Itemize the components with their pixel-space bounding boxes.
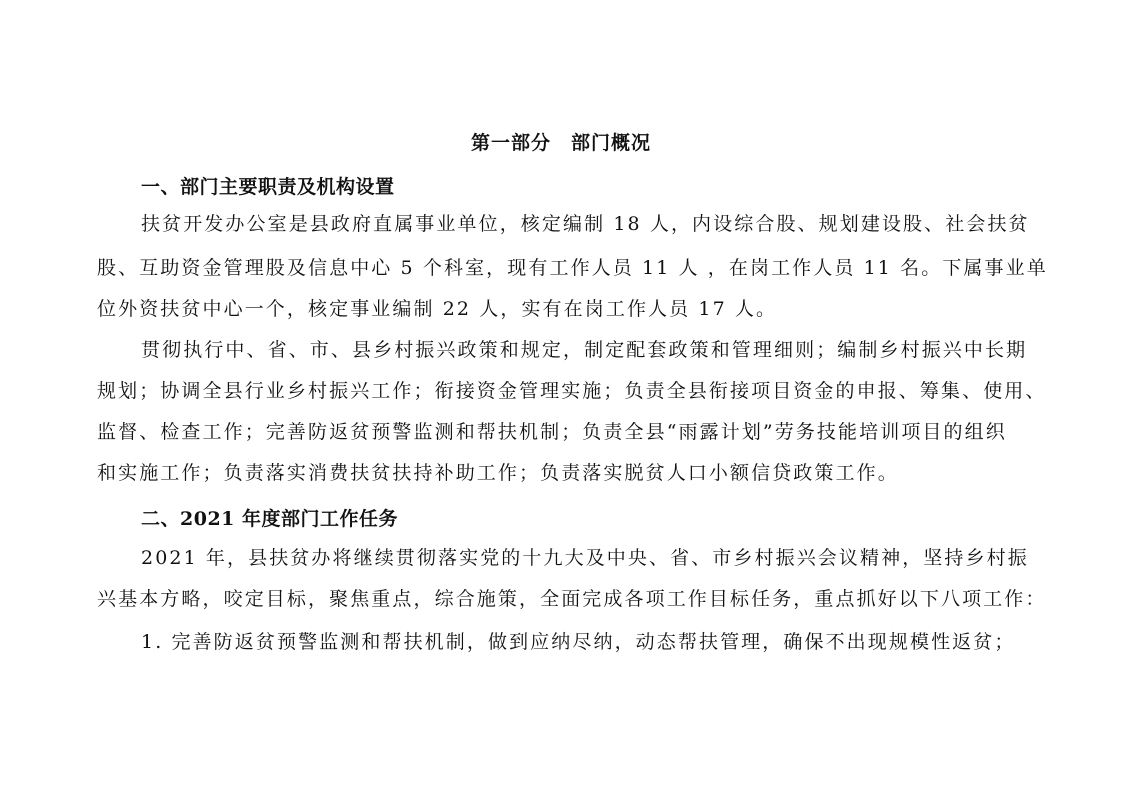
paragraph-line: 股、互助资金管理股及信息中心 5 个科室，现有工作人员 11 人 ，在岗工作人员 11 名。下属事业单 xyxy=(97,257,1048,279)
paragraph-line: 监督、检查工作；完善防返贫预警监测和帮扶机制；负责全县“雨露计划”劳务技能培训项目的组织 xyxy=(97,421,1007,443)
page-title: 第一部分 部门概况 xyxy=(470,132,651,154)
section-heading-1: 一、部门主要职责及机构设置 xyxy=(141,176,395,198)
section-heading-2: 二、2021 年度部门工作任务 xyxy=(141,508,398,530)
paragraph-line: 位外资扶贫中心一个，核定事业编制 22 人，实有在岗工作人员 17 人。 xyxy=(97,298,778,320)
paragraph-line: 规划；协调全县行业乡村振兴工作；衔接资金管理实施；负责全县衔接项目资金的申报、筹集、使用、 xyxy=(97,380,1047,402)
paragraph-line: 兴基本方略，咬定目标，聚焦重点，综合施策，全面完成各项工作目标任务，重点抓好以下八项工作： xyxy=(97,588,1047,610)
paragraph-line: 和实施工作；负责落实消费扶贫扶持补助工作；负责落实脱贫人口小额信贷政策工作。 xyxy=(97,462,899,484)
paragraph-line: 扶贫开发办公室是县政府直属事业单位，核定编制 18 人，内设综合股、规划建设股、社会扶贫 xyxy=(141,213,1030,235)
list-item: 1. 完善防返贫预警监测和帮扶机制，做到应纳尽纳，动态帮扶管理，确保不出现规模性返贫； xyxy=(141,631,1016,653)
paragraph-line: 2021 年，县扶贫办将继续贯彻落实党的十九大及中央、省、市乡村振兴会议精神，坚持乡村振 xyxy=(141,547,1029,569)
paragraph-line: 贯彻执行中、省、市、县乡村振兴政策和规定，制定配套政策和管理细则；编制乡村振兴中长期 xyxy=(141,339,1028,361)
